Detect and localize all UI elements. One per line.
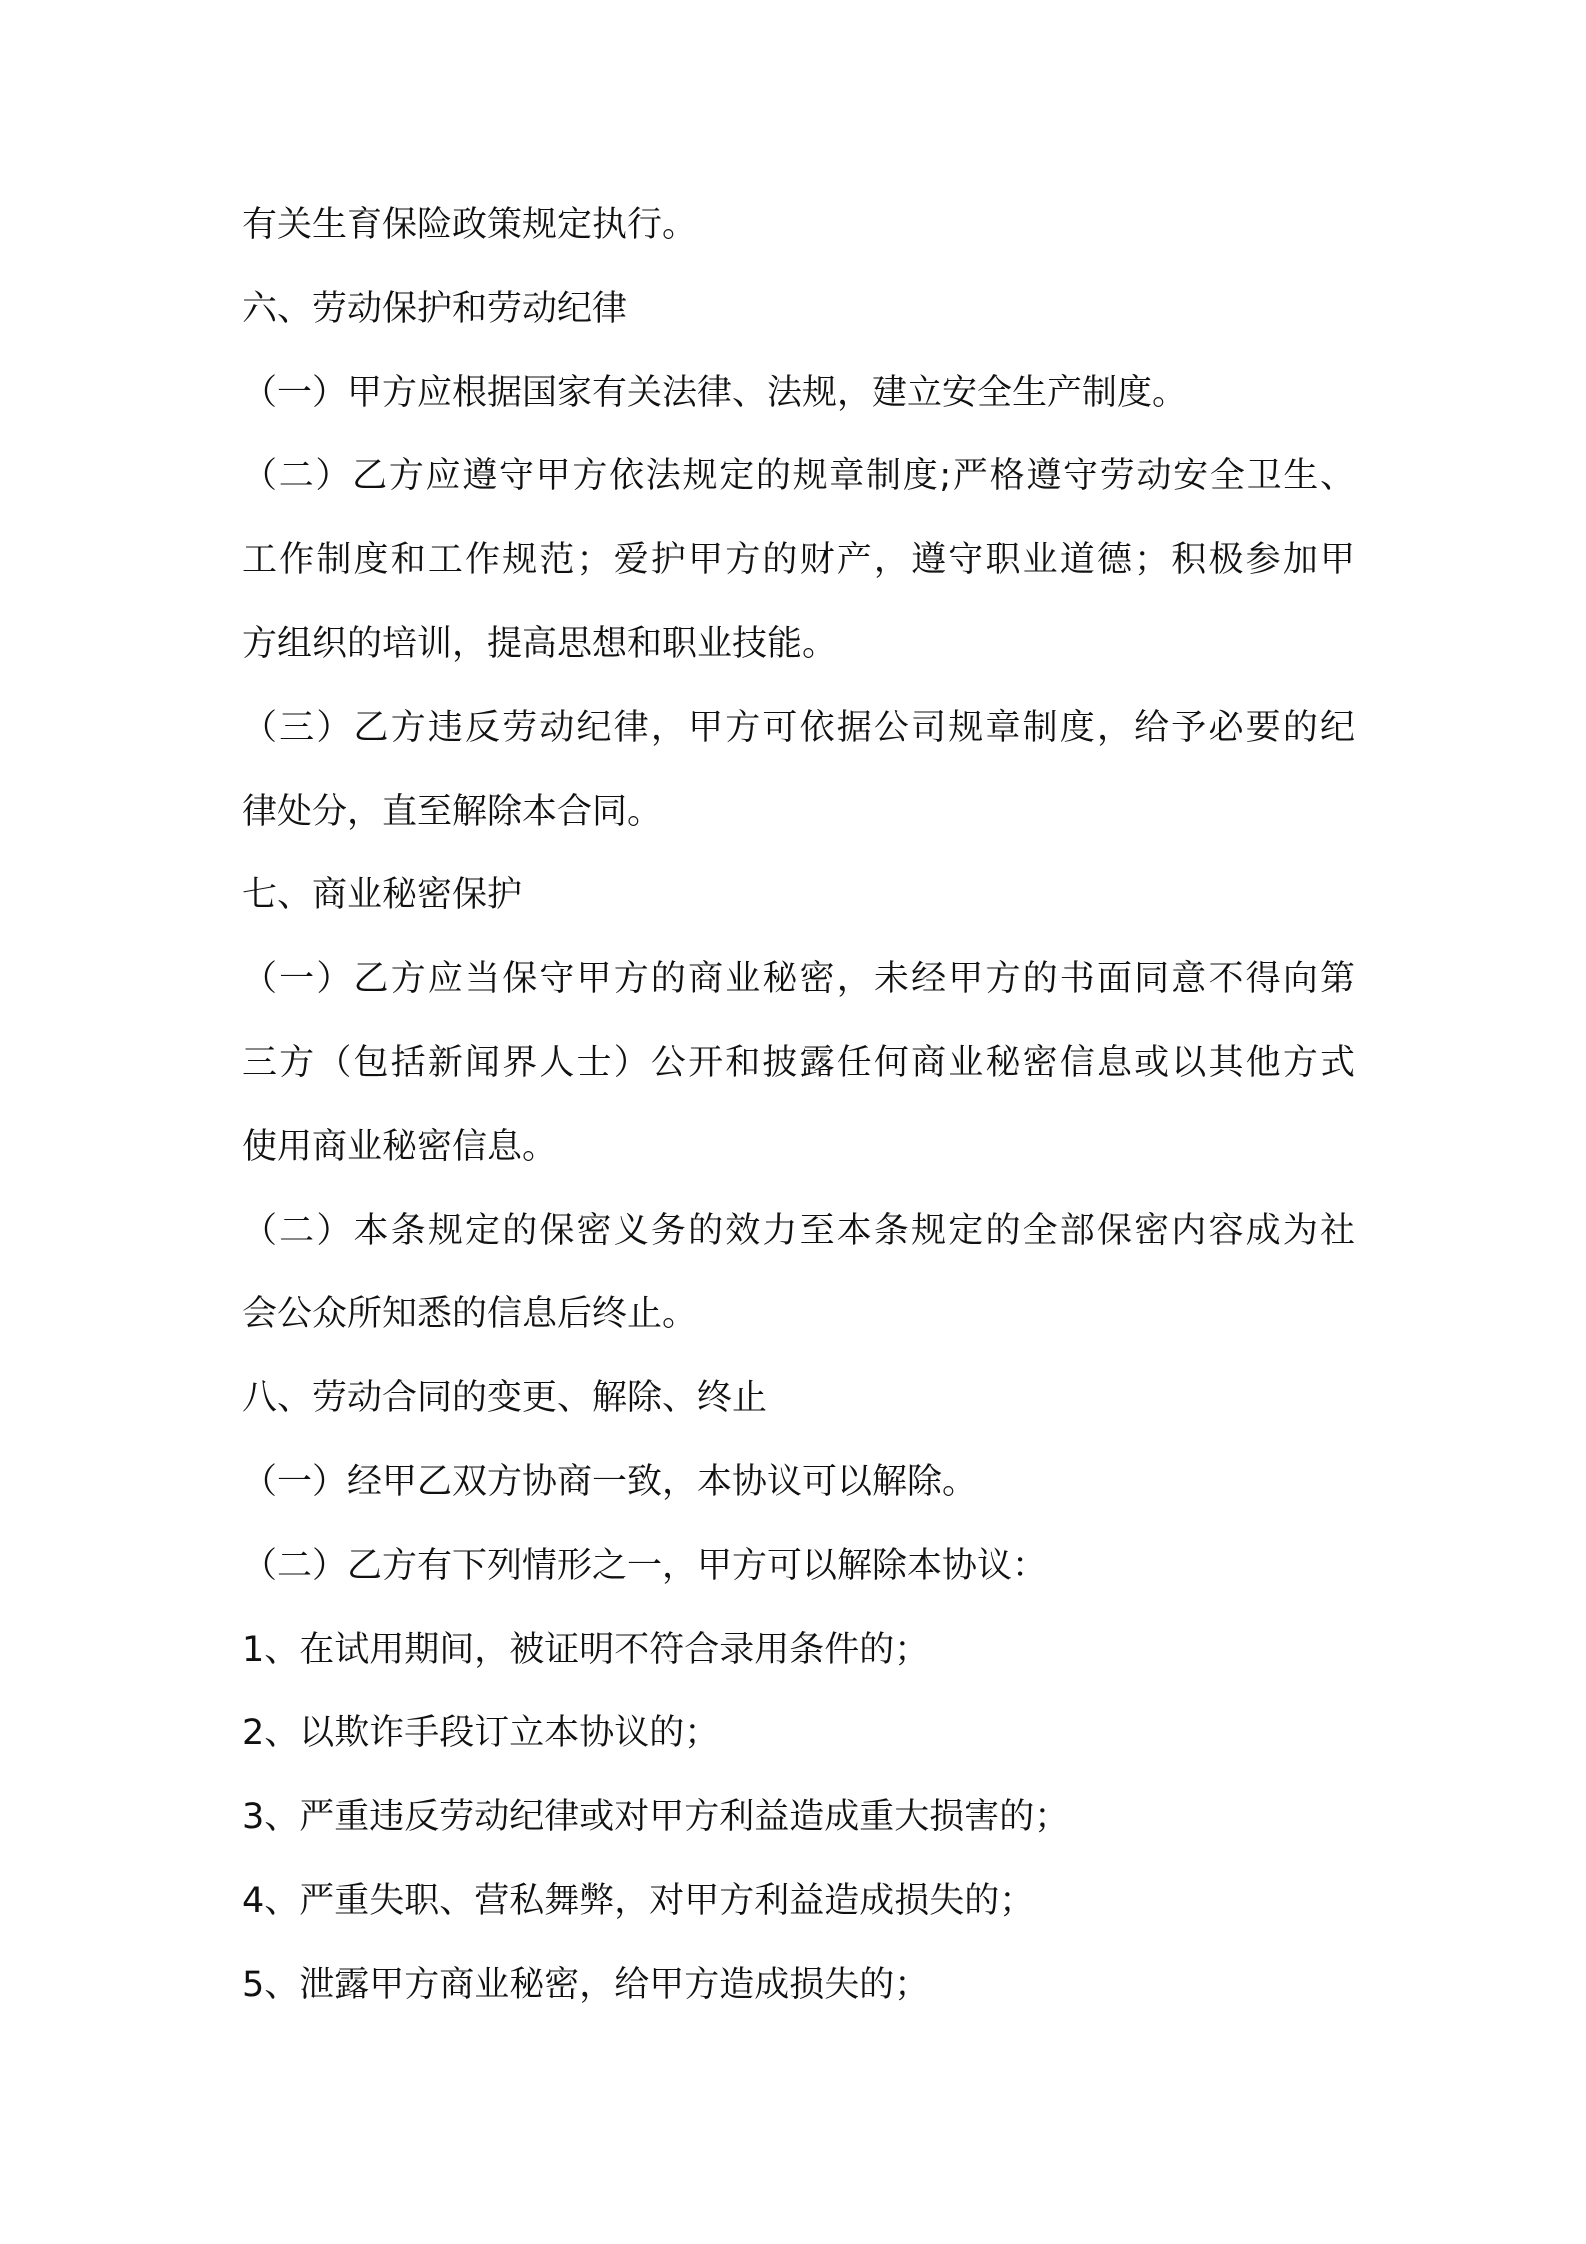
paragraph-line: （一）经甲乙双方协商一致，本协议可以解除。: [242, 1461, 978, 1502]
list-item: 1、在试用期间，被证明不符合录用条件的；: [242, 1629, 930, 1670]
section-heading: 七、商业秘密保护: [242, 875, 523, 916]
list-item: 4、严重失职、营私舞弊，对甲方利益造成损失的；: [242, 1880, 1035, 1921]
paragraph-line: （一）甲方应根据国家有关法律、法规，建立安全生产制度。: [242, 372, 1188, 413]
paragraph-line: 三方（包括新闻界人士）公开和披露任何商业秘密信息或以其他方式: [242, 1042, 1355, 1083]
paragraph-line: （二）乙方有下列情形之一，甲方可以解除本协议：: [242, 1545, 1048, 1586]
paragraph-line: 使用商业秘密信息。: [242, 1126, 558, 1167]
list-item: 2、以欺诈手段订立本协议的；: [242, 1713, 720, 1754]
paragraph-line: （二）乙方应遵守甲方依法规定的规章制度;严格遵守劳动安全卫生、: [242, 456, 1355, 497]
paragraph-line: 有关生育保险政策规定执行。: [242, 205, 698, 245]
document-body: [242, 184, 1355, 2028]
paragraph-line: 方组织的培训，提高思想和职业技能。: [242, 623, 838, 664]
paragraph-line: 会公众所知悉的信息后终止。: [242, 1294, 698, 1335]
section-heading: 六、劳动保护和劳动纪律: [242, 288, 628, 329]
section-heading: 八、劳动合同的变更、解除、终止: [242, 1378, 768, 1419]
paragraph-line: （三）乙方违反劳动纪律，甲方可依据公司规章制度，给予必要的纪: [242, 707, 1355, 748]
paragraph-line: 律处分，直至解除本合同。: [242, 791, 663, 832]
paragraph-line: （二）本条规定的保密义务的效力至本条规定的全部保密内容成为社: [242, 1210, 1355, 1251]
paragraph-line: 工作制度和工作规范；爱护甲方的财产，遵守职业道德；积极参加甲: [242, 540, 1355, 581]
list-item: 5、泄露甲方商业秘密，给甲方造成损失的；: [242, 1964, 930, 2005]
list-item: 3、严重违反劳动纪律或对甲方利益造成重大损害的；: [242, 1797, 1070, 1838]
paragraph-line: （一）乙方应当保守甲方的商业秘密，未经甲方的书面同意不得向第: [242, 959, 1355, 1000]
